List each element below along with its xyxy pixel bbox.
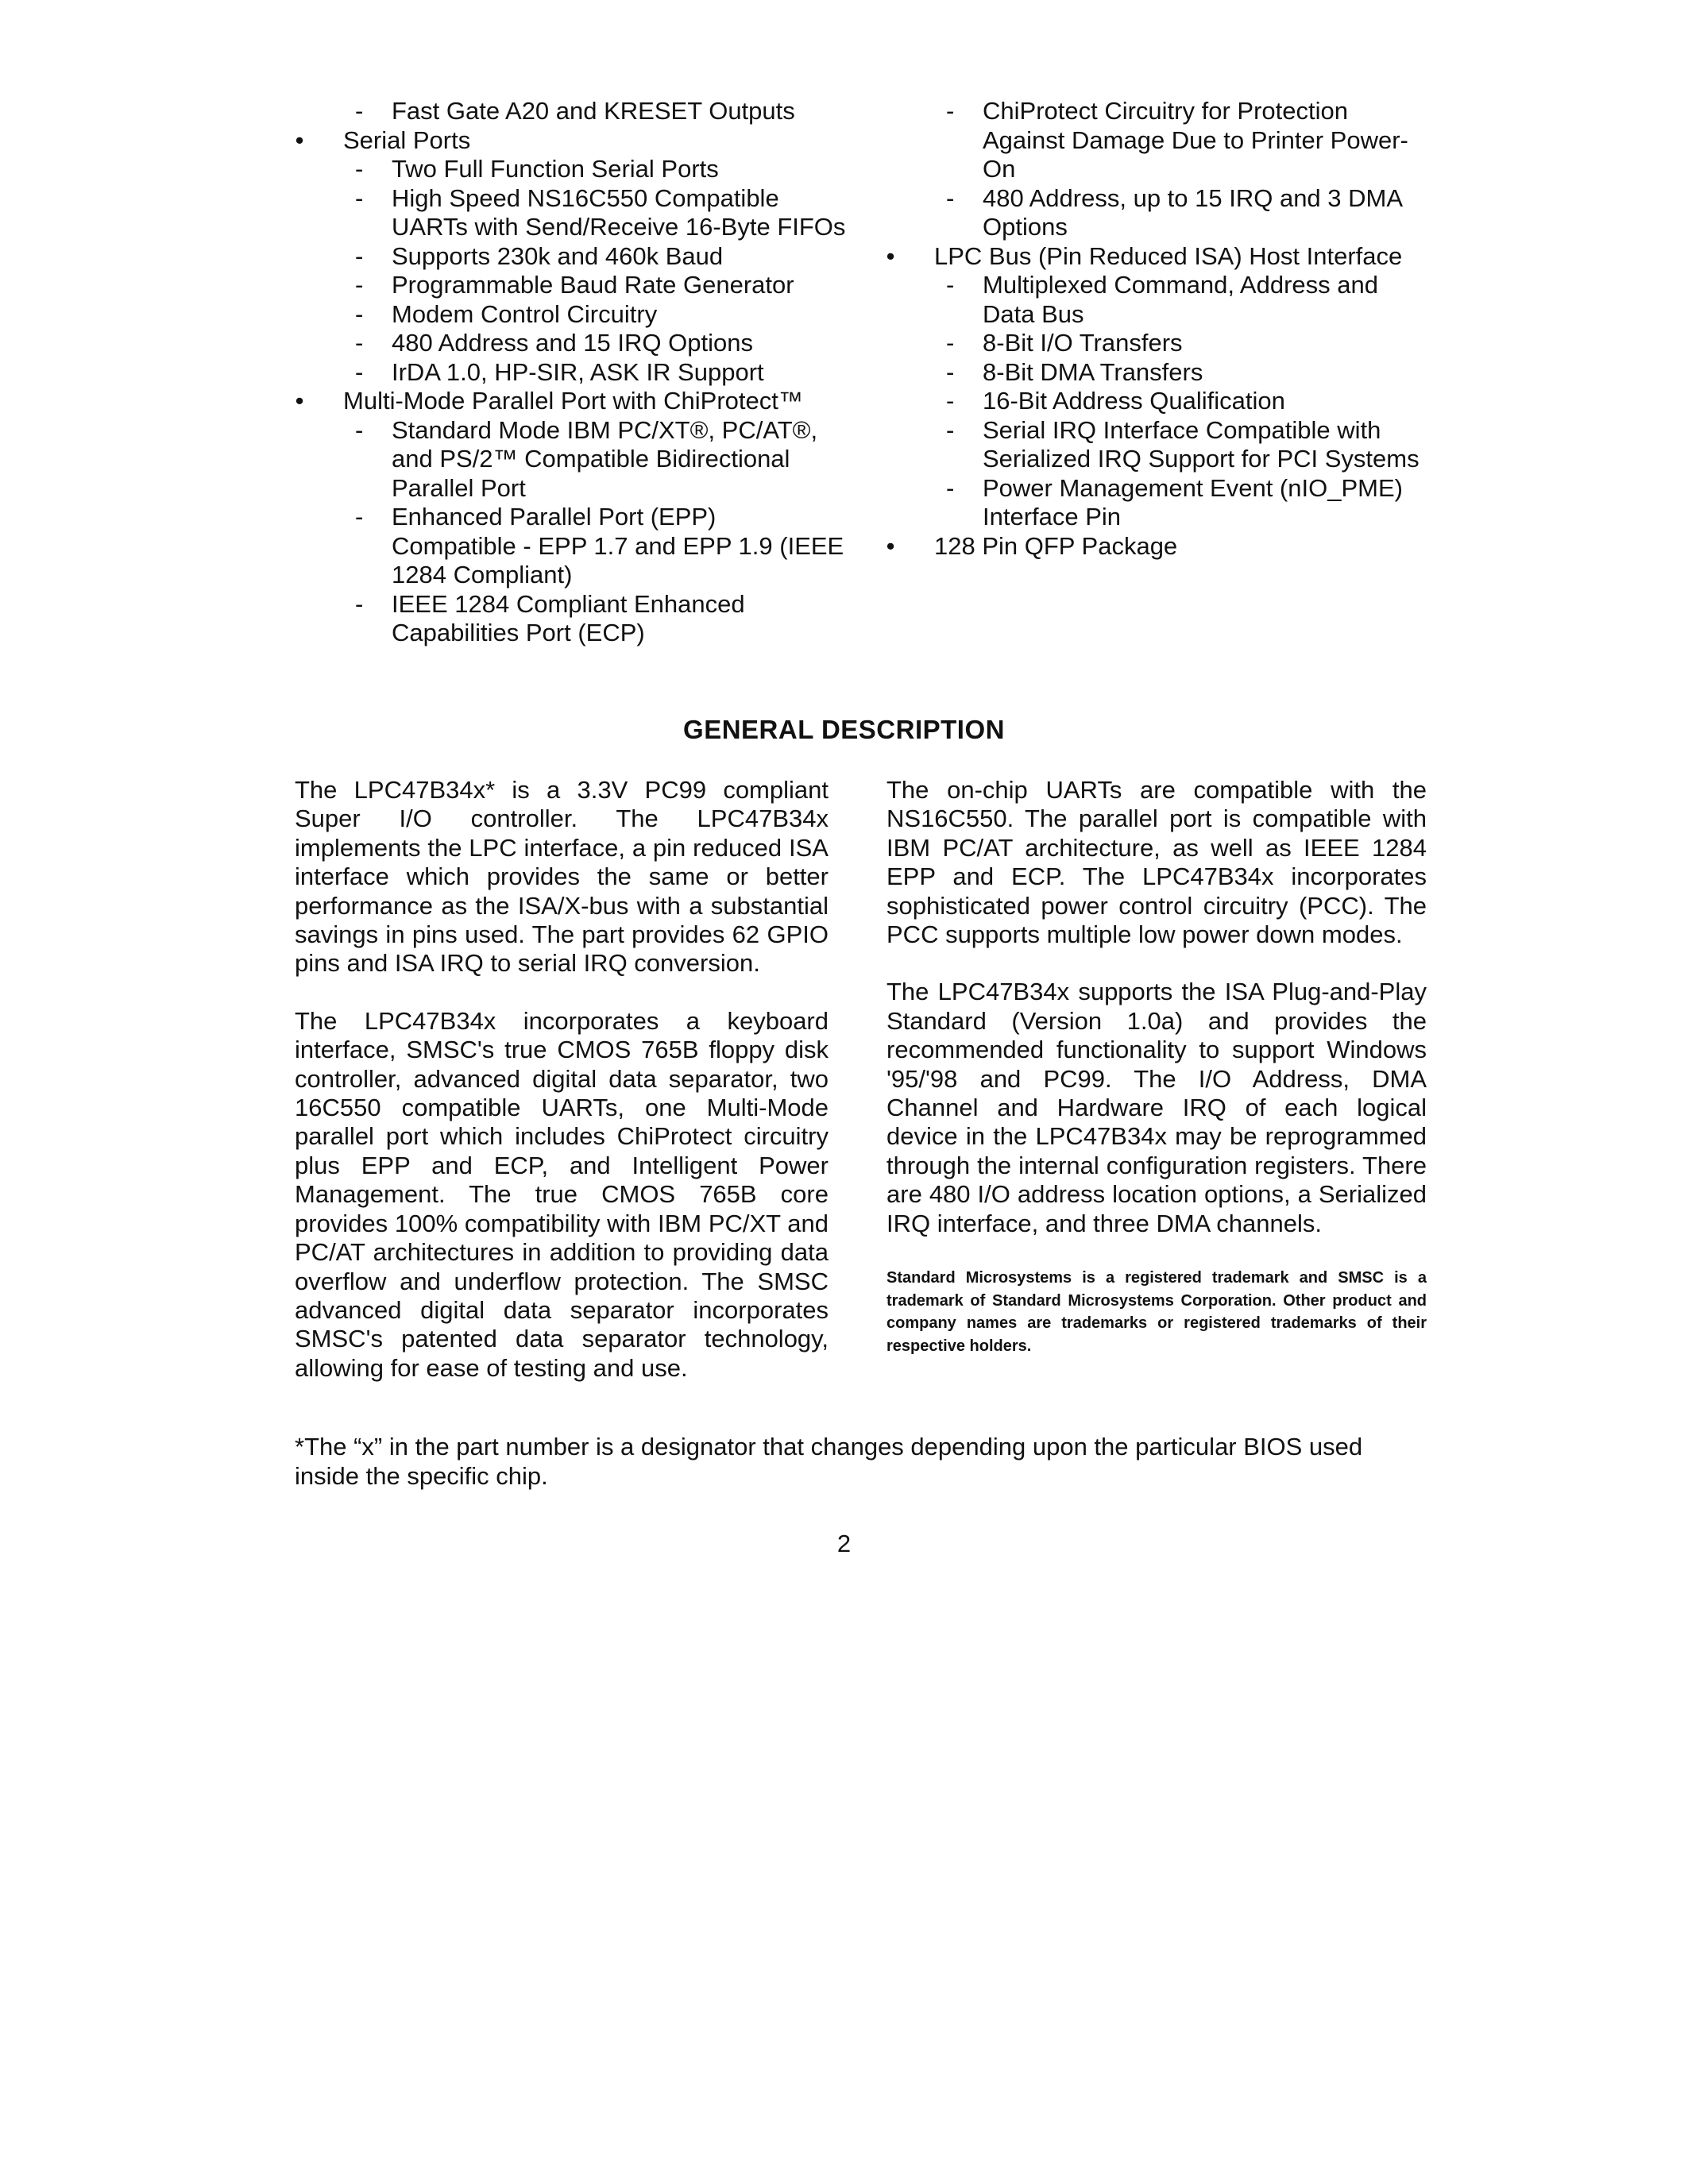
- feature-bullet-item: [291, 387, 847, 416]
- feature-text: Enhanced Parallel Port (EPP) Compatible - EPP 1.7 and EPP 1.9 (IEEE 1284 Compliant): [392, 503, 844, 588]
- feature-sub-item: [882, 474, 1430, 532]
- feature-sub-item: [291, 503, 847, 590]
- feature-text: 8-Bit DMA Transfers: [983, 357, 1203, 386]
- dash-marker: -: [946, 183, 955, 212]
- description-paragraph: The LPC47B34x incorporates a keyboard interface, SMSC's true CMOS 765B floppy disk controller, advanced digital data separator, two 16C550 compatible UARTs, one Multi-Mode parallel port which includes ChiProtect circuitry plus EPP and ECP, and Intelligent Power Management. The true CMOS 765B core provides 100% compatibility with IBM PC/XT and PC/AT architectures in addition to providing data overflow and underflow protection. The SMSC advanced digital data separator incorporates SMSC's patented data separator technology, allowing for ease of testing and use.: [295, 1006, 829, 1382]
- feature-sub-item: [882, 97, 1430, 184]
- footnote: *The “x” in the part number is a designator that changes depending upon the particular BIOS used inside the specific chip.: [295, 1433, 1363, 1490]
- feature-sub-item: [291, 184, 847, 242]
- feature-sub-item: [291, 97, 847, 126]
- feature-text: Multi-Mode Parallel Port with ChiProtect™: [343, 387, 803, 415]
- feature-text: Modem Control Circuitry: [392, 299, 658, 328]
- feature-text: Supports 230k and 460k Baud: [392, 241, 724, 270]
- feature-list-left: [291, 97, 847, 648]
- feature-text: High Speed NS16C550 Compatible UARTs with Send/Receive 16-Byte FIFOs: [392, 183, 846, 241]
- dash-marker: -: [355, 155, 364, 183]
- feature-bullet-item: [882, 532, 1430, 561]
- description-paragraph: The on-chip UARTs are compatible with the NS16C550. The parallel port is compatible with IBM PC/AT architecture, as well as IEEE 1284 EPP and ECP. The LPC47B34x incorporates sophisticated power control circuitry (PCC). The PCC supports multiple low power down modes.: [886, 776, 1427, 949]
- dash-marker: -: [355, 271, 364, 299]
- feature-text: 480 Address, up to 15 IRQ and 3 DMA Options: [983, 183, 1402, 241]
- dash-marker: -: [355, 357, 364, 386]
- dash-marker: -: [355, 589, 364, 618]
- feature-sub-item: [882, 271, 1430, 329]
- feature-text: 128 Pin QFP Package: [934, 531, 1178, 560]
- bullet-marker: •: [886, 241, 895, 270]
- feature-text: Serial Ports: [343, 125, 471, 154]
- dash-marker: -: [946, 387, 955, 415]
- dash-marker: -: [355, 415, 364, 444]
- feature-bullet-item: [882, 242, 1430, 272]
- feature-sub-item: [882, 416, 1430, 474]
- bullet-marker: •: [886, 531, 895, 560]
- feature-sub-item: [882, 358, 1430, 388]
- feature-text: Fast Gate A20 and KRESET Outputs: [392, 97, 795, 125]
- feature-sub-item: [882, 184, 1430, 242]
- description-paragraph: The LPC47B34x* is a 3.3V PC99 compliant Super I/O controller. The LPC47B34x implements the LPC interface, a pin reduced ISA interface which provides the same or better performance as the ISA/X-bus with a substantial savings in pins used. The part provides 62 GPIO pins and ISA IRQ to serial IRQ conversion.: [295, 776, 829, 978]
- dash-marker: -: [355, 299, 364, 328]
- feature-sub-item: [882, 387, 1430, 416]
- feature-sub-item: [291, 155, 847, 184]
- description-column-right: [886, 776, 1427, 1357]
- feature-text: Standard Mode IBM PC/XT®, PC/AT®, and PS/2™ Compatible Bidirectional Parallel Port: [392, 415, 818, 502]
- dash-marker: -: [946, 415, 955, 444]
- feature-text: 16-Bit Address Qualification: [983, 387, 1285, 415]
- feature-sub-item: [291, 329, 847, 358]
- dash-marker: -: [946, 271, 955, 299]
- feature-text: Two Full Function Serial Ports: [392, 155, 719, 183]
- bullet-marker: •: [295, 387, 304, 415]
- dash-marker: -: [355, 183, 364, 212]
- feature-text: Power Management Event (nIO_PME) Interface Pin: [983, 473, 1403, 531]
- feature-text: ChiProtect Circuitry for Protection Against Damage Due to Printer Power-On: [983, 97, 1408, 183]
- dash-marker: -: [946, 329, 955, 357]
- section-heading: GENERAL DESCRIPTION: [683, 715, 1005, 744]
- feature-sub-item: [291, 271, 847, 300]
- feature-text: Programmable Baud Rate Generator: [392, 271, 794, 299]
- dash-marker: -: [355, 241, 364, 270]
- feature-sub-item: [291, 590, 847, 648]
- description-paragraph: The LPC47B34x supports the ISA Plug-and-Play Standard (Version 1.0a) and provides the recommended functionality to support Windows '95/'98 and PC99. The I/O Address, DMA Channel and Hardware IRQ of each logical device in the LPC47B34x may be reprogrammed through the internal configuration registers. There are 480 I/O address location options, a Serialized IRQ interface, and three DMA channels.: [886, 978, 1427, 1237]
- feature-sub-item: [291, 358, 847, 388]
- dash-marker: -: [946, 357, 955, 386]
- dash-marker: -: [946, 473, 955, 502]
- feature-sub-item: [882, 329, 1430, 358]
- feature-text: LPC Bus (Pin Reduced ISA) Host Interface: [934, 241, 1403, 270]
- feature-list-right: [882, 97, 1430, 561]
- feature-text: Serial IRQ Interface Compatible with Serialized IRQ Support for PCI Systems: [983, 415, 1420, 473]
- feature-sub-item: [291, 416, 847, 504]
- feature-sub-item: [291, 242, 847, 272]
- feature-sub-item: [291, 300, 847, 330]
- description-column-left: [295, 776, 829, 1411]
- feature-text: IrDA 1.0, HP-SIR, ASK IR Support: [392, 357, 764, 386]
- dash-marker: -: [946, 97, 955, 125]
- dash-marker: -: [355, 329, 364, 357]
- feature-text: 480 Address and 15 IRQ Options: [392, 329, 753, 357]
- bullet-marker: •: [295, 125, 304, 154]
- dash-marker: -: [355, 503, 364, 531]
- trademark-note: Standard Microsystems is a registered trademark and SMSC is a trademark of Standard Microsystems Corporation. Other product and company names are trademarks or registered trademarks of their respective holders.: [886, 1269, 1427, 1355]
- dash-marker: -: [355, 97, 364, 125]
- page-number: 2: [836, 1530, 852, 1557]
- feature-bullet-item: [291, 126, 847, 156]
- feature-text: 8-Bit I/O Transfers: [983, 329, 1183, 357]
- feature-text: IEEE 1284 Compliant Enhanced Capabilities Port (ECP): [392, 589, 745, 646]
- feature-text: Multiplexed Command, Address and Data Bus: [983, 271, 1378, 328]
